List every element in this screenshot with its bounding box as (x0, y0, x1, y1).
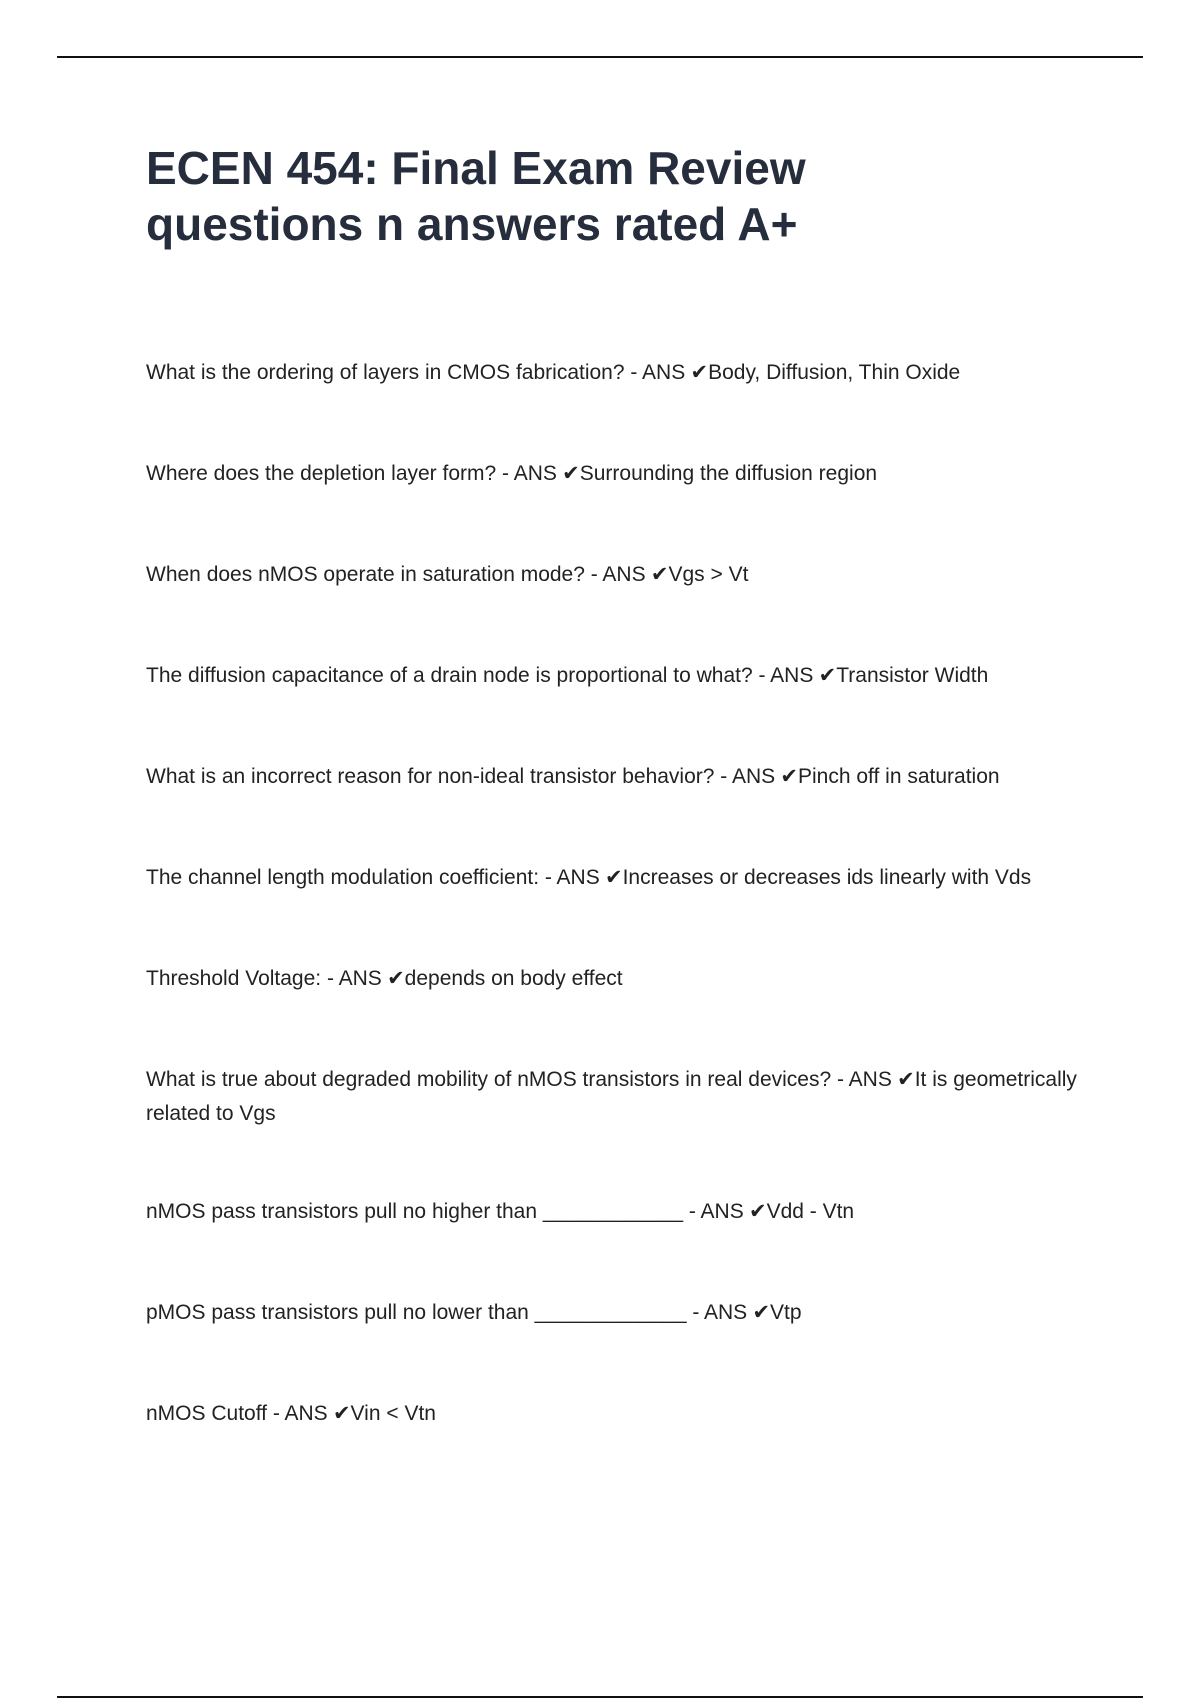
check-icon: ✔ (604, 866, 623, 889)
question-text: What is the ordering of layers in CMOS fabrication? - ANS (146, 361, 686, 384)
question-text: What is true about degraded mobility of nMOS transistors in real devices? - ANS (146, 1068, 892, 1091)
qa-item (146, 962, 1086, 996)
qa-item (146, 457, 1086, 491)
check-icon: ✔ (387, 967, 405, 990)
qa-item (146, 1063, 1086, 1131)
qa-item (146, 1195, 1086, 1229)
question-text: Where does the depletion layer form? - ANS (146, 462, 557, 485)
check-icon: ✔ (818, 664, 837, 687)
check-icon: ✔ (897, 1068, 915, 1091)
qa-item (146, 760, 1086, 794)
answer-text: depends on body effect (404, 967, 623, 990)
qa-item (146, 1296, 1086, 1330)
question-text: pMOS pass transistors pull no lower than _____________ - ANS (146, 1301, 748, 1324)
question-text: The channel length modulation coefficient: - ANS (146, 866, 600, 889)
check-icon: ✔ (748, 1200, 767, 1223)
check-icon: ✔ (752, 1301, 771, 1324)
check-icon: ✔ (562, 462, 580, 485)
answer-text: It is geometrically related to Vgs (146, 1068, 1077, 1125)
answer-text: Transistor Width (836, 664, 989, 687)
title-line-2: questions n answers rated A+ (146, 198, 798, 250)
qa-list (146, 356, 1086, 1431)
answer-text: Vdd - Vtn (766, 1200, 855, 1223)
question-text: When does nMOS operate in saturation mode? - ANS (146, 563, 646, 586)
qa-item (146, 356, 1086, 390)
check-icon: ✔ (690, 361, 709, 384)
answer-text: Body, Diffusion, Thin Oxide (708, 361, 961, 384)
top-rule (57, 56, 1143, 58)
qa-item (146, 1397, 1086, 1431)
question-text: The diffusion capacitance of a drain node is proportional to what? - ANS (146, 664, 814, 687)
qa-item (146, 861, 1086, 895)
answer-text: Increases or decreases ids linearly with Vds (622, 866, 1032, 889)
answer-text: Vtp (770, 1301, 802, 1324)
check-icon: ✔ (780, 765, 798, 788)
check-icon: ✔ (332, 1402, 351, 1425)
answer-text: Vgs > Vt (668, 563, 749, 586)
document-title (146, 140, 1046, 252)
question-text: What is an incorrect reason for non-ideal transistor behavior? - ANS (146, 765, 776, 788)
answer-text: Vin < Vtn (350, 1402, 436, 1425)
qa-item (146, 659, 1086, 693)
check-icon: ✔ (650, 563, 669, 586)
question-text: nMOS pass transistors pull no higher than ____________ - ANS (146, 1200, 744, 1223)
answer-text: Surrounding the diffusion region (579, 462, 878, 485)
question-text: Threshold Voltage: - ANS (146, 967, 382, 990)
qa-item (146, 558, 1086, 592)
question-text: nMOS Cutoff - ANS (146, 1402, 328, 1425)
bottom-rule (57, 1696, 1143, 1698)
title-line-1: ECEN 454: Final Exam Review (146, 142, 806, 194)
answer-text: Pinch off in saturation (798, 765, 1000, 788)
